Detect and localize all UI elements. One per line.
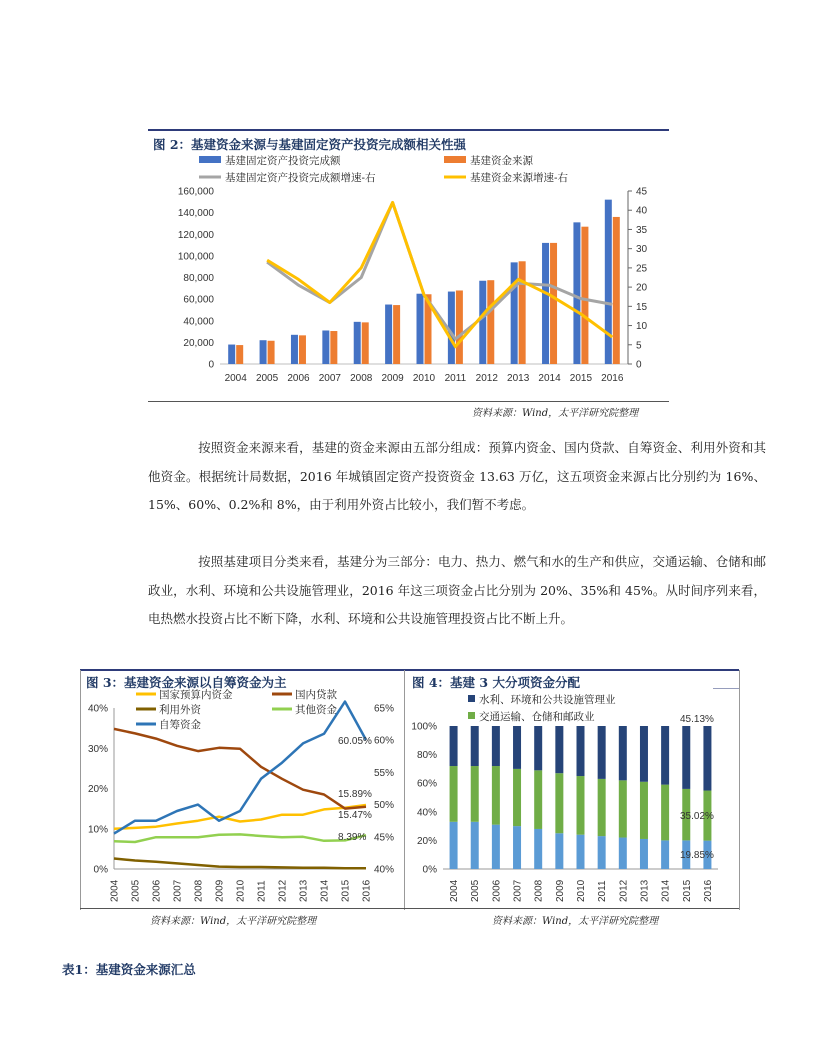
fig4-bar-segment: [640, 782, 648, 839]
fig4-x-tick: 2005: [470, 879, 482, 902]
fig3-x-tick: 2009: [214, 879, 226, 902]
fig3-x-tick: 2016: [361, 879, 373, 902]
fig3-line: [114, 702, 366, 834]
fig4-x-tick: 2004: [449, 879, 461, 902]
fig3-left-tick: 40%: [87, 703, 108, 715]
fig2-right-tick: 25: [636, 263, 648, 275]
fig4-bar-segment: [513, 726, 521, 769]
fig2-line: [267, 203, 612, 347]
fig3-x-tick: 2012: [277, 879, 289, 902]
fig2-left-tick: 40,000: [183, 316, 214, 328]
fig2-bar: [393, 305, 400, 364]
fig4-chart: [405, 688, 740, 908]
fig2-bar: [573, 222, 580, 364]
fig4-bar-segment: [513, 826, 521, 869]
fig2-x-tick: 2015: [569, 373, 593, 384]
fig3-legend-foreign: 利用外资: [159, 704, 201, 716]
fig4-bar-segment: [492, 825, 500, 869]
fig2-right-tick: 5: [636, 340, 642, 352]
fig2-title: 图 2：基建资金来源与基建固定资产投资完成额相关性强: [153, 137, 467, 152]
fig4-source: 资料来源：Wind，太平洋研究院整理: [492, 916, 659, 927]
fig3-line: [114, 805, 366, 829]
fig2-left-tick: 60,000: [183, 294, 214, 306]
fig3-label-other: 8.39%: [338, 832, 367, 843]
fig3-source: 资料来源：Wind，太平洋研究院整理: [150, 916, 317, 927]
fig2-right-tick: 30: [636, 244, 648, 256]
fig2-bar: [613, 217, 620, 364]
fig4-bar-segment: [703, 726, 711, 791]
fig3-x-tick: 2006: [151, 879, 163, 902]
body-paragraph-2-text: 按照基建项目分类来看，基建分为三部分：电力、热力、燃气和水的生产和供应，交通运输、仓储和邮政业，水利、环境和公共设施管理业，2016 年这三项资金占比分别为 20%、35%和 45%。从时间序列来看，电热燃水投资占比不断下降，水利、环境和公共设施管理投资占比不断上升。: [148, 554, 766, 626]
fig2-legend-bar2: 基建资金来源: [470, 155, 533, 167]
fig4-bar-segment: [661, 840, 669, 869]
fig4-bar-segment: [577, 726, 585, 776]
fig4-bar-segment: [534, 770, 542, 829]
fig4-plot-area: [411, 722, 718, 903]
fig2-plot-area: [178, 187, 648, 385]
fig2-right-tick: 0: [636, 359, 642, 371]
fig3-label-loans: 15.47%: [338, 810, 372, 821]
fig2-bar: [417, 294, 424, 364]
fig3-left-tick: 30%: [87, 743, 108, 755]
fig3-chart: [80, 688, 410, 908]
fig2-left-tick: 160,000: [177, 186, 214, 198]
fig2-left-tick: 140,000: [177, 208, 214, 220]
fig2-left-tick: 100,000: [177, 251, 214, 263]
fig4-x-tick: 2007: [512, 879, 524, 902]
fig2-bar: [487, 280, 494, 364]
fig2-bar: [291, 335, 298, 364]
fig4-bar-segment: [492, 766, 500, 825]
fig4-y-tick: 0%: [422, 864, 437, 876]
fig2-bar: [542, 243, 549, 364]
fig3-line: [114, 834, 366, 842]
fig4-bar-segment: [513, 769, 521, 826]
fig2-bar: [456, 290, 463, 364]
fig4-label-transport: 35.02%: [680, 811, 714, 822]
fig2-x-tick: 2016: [601, 373, 624, 384]
fig3-x-tick: 2015: [340, 879, 352, 902]
body-paragraph-1: [148, 434, 766, 520]
fig2-bottom-rule: [148, 401, 669, 402]
fig4-title: 图 4：基建 3 大分项资金分配: [412, 675, 580, 690]
fig2-legend-bar1: 基建固定资产投资完成额: [225, 155, 341, 167]
fig2-bar: [228, 345, 235, 364]
fig2-bar: [479, 281, 486, 364]
fig4-bar-segment: [619, 726, 627, 780]
fig4-bar-segment: [492, 726, 500, 766]
fig2-bar: [236, 345, 243, 364]
fig3-label-self: 60.05%: [338, 736, 372, 747]
fig4-y-tick: 80%: [416, 750, 437, 762]
fig2-right-tick: 15: [636, 301, 648, 313]
fig3-x-tick: 2007: [172, 879, 184, 902]
fig4-label-power: 19.85%: [680, 850, 714, 861]
fig4-y-tick: 60%: [416, 778, 437, 790]
fig3-legend-self: 自筹资金: [159, 719, 201, 731]
fig2-legend-line1: 基建固定资产投资完成额增速-右: [225, 172, 376, 184]
fig4-y-tick: 20%: [416, 835, 437, 847]
fig4-x-tick: 2014: [660, 879, 672, 902]
fig3-x-tick: 2014: [319, 879, 331, 902]
fig3-line: [114, 859, 366, 869]
fig2-left-tick: 20,000: [183, 337, 214, 349]
fig2-bar: [268, 341, 275, 364]
fig3-label-budget: 15.89%: [338, 789, 372, 800]
fig2-bar: [322, 330, 329, 364]
fig2-legend-bar2-swatch: [444, 156, 466, 163]
fig3-left-tick: 20%: [87, 784, 108, 795]
fig2-right-tick: 20: [636, 282, 648, 294]
fig2-right-tick: 35: [636, 224, 648, 236]
fig4-y-tick: 40%: [416, 807, 437, 819]
fig3-x-tick: 2010: [235, 879, 247, 902]
fig2-source: 资料来源：Wind，太平洋研究院整理: [472, 408, 639, 419]
fig4-legend-water-swatch: [468, 695, 475, 702]
fig3-left-tick: 10%: [87, 824, 108, 836]
fig2-bar: [581, 227, 588, 364]
fig2-bar: [260, 340, 267, 364]
fig4-bar-segment: [577, 776, 585, 835]
fig4-bar-segment: [619, 780, 627, 837]
fig2-bar: [511, 262, 518, 364]
fig4-bar-segment: [682, 726, 690, 789]
fig2-x-tick: 2009: [381, 373, 404, 384]
fig4-x-tick: 2013: [639, 879, 651, 902]
fig4-x-tick: 2016: [702, 879, 714, 902]
fig2-x-tick: 2006: [287, 373, 310, 384]
fig3-line: [114, 729, 366, 809]
fig3-x-tick: 2013: [298, 879, 310, 902]
fig4-bar-segment: [619, 838, 627, 869]
fig4-bar-segment: [598, 836, 606, 869]
fig4-bar-segment: [640, 839, 648, 869]
fig4-legend-transport-swatch: [468, 712, 475, 719]
fig4-y-tick: 100%: [411, 721, 437, 733]
fig2-bar: [550, 243, 557, 364]
fig3-right-tick: 65%: [374, 703, 395, 715]
fig2-left-tick: 0: [208, 359, 214, 371]
fig2-right-tick: 45: [636, 186, 648, 198]
body-paragraph-1-text: 按照资金来源来看，基建的资金来源由五部分组成：预算内资金、国内贷款、自筹资金、利用外资和其他资金。根据统计局数据，2016 年城镇固定资产投资资金 13.63 万亿，这五项资金来源占比分别约为 16%、15%、60%、0.2%和 8%，由于利用外资占比较小，我们暂不考虑。: [148, 440, 766, 512]
fig2-bar: [299, 335, 306, 364]
fig2-top-rule: [148, 129, 669, 131]
fig3-right-tick: 50%: [374, 800, 395, 812]
fig4-bar-segment: [450, 726, 458, 766]
body-paragraph-2: [148, 548, 766, 634]
fig4-x-tick: 2010: [576, 879, 587, 902]
fig2-bar: [330, 331, 337, 364]
fig4-bar-segment: [471, 726, 479, 766]
fig2-right-tick: 40: [636, 205, 648, 217]
fig4-bar-segment: [661, 726, 669, 785]
fig4-x-tick: 2006: [491, 879, 503, 902]
fig4-bar-segment: [661, 785, 669, 841]
fig4-bar-segment: [577, 835, 585, 869]
fig4-bar-segment: [555, 726, 563, 773]
fig4-x-tick: 2012: [618, 879, 630, 902]
fig2-bar: [354, 322, 361, 364]
fig4-bar-segment: [534, 726, 542, 770]
fig2-x-tick: 2011: [444, 373, 467, 384]
fig4-x-tick: 2015: [681, 879, 693, 902]
fig2-left-tick: 80,000: [183, 273, 214, 284]
fig4-x-tick: 2009: [554, 879, 566, 902]
fig3-right-tick: 60%: [374, 735, 395, 747]
fig3-right-tick: 40%: [374, 864, 395, 876]
fig3-right-tick: 45%: [374, 832, 395, 844]
fig34-top-rule: [80, 669, 739, 671]
fig4-bar-segment: [534, 829, 542, 869]
fig4-bar-segment: [450, 822, 458, 869]
fig3-legend-budget: 国家预算内资金: [159, 689, 233, 701]
fig2-bar: [362, 322, 369, 364]
fig2-bar: [605, 200, 612, 364]
fig4-bar-segment: [555, 833, 563, 869]
fig4-bar-segment: [471, 822, 479, 869]
fig3-left-tick: 0%: [93, 864, 108, 876]
fig2-x-tick: 2005: [255, 373, 279, 384]
fig2-x-tick: 2012: [475, 373, 498, 384]
fig2-x-tick: 2007: [318, 373, 341, 384]
fig3-right-tick: 55%: [374, 767, 395, 779]
fig4-bar-segment: [471, 766, 479, 822]
fig2-x-tick: 2013: [507, 373, 530, 384]
fig2-bar: [385, 305, 392, 364]
fig2-x-tick: 2014: [538, 373, 561, 384]
fig2-bar: [519, 261, 526, 364]
fig3-x-tick: 2005: [130, 879, 142, 902]
fig2-left-tick: 120,000: [177, 229, 214, 241]
fig3-title: 图 3：基建资金来源以自筹资金为主: [86, 675, 287, 690]
fig4-legend-water: 水利、环境和公共设施管理业: [479, 694, 616, 706]
fig2-legend-line2: 基建资金来源增速-右: [470, 172, 568, 184]
fig2-right-tick: 10: [636, 321, 648, 333]
fig3-legend-loans: 国内贷款: [295, 689, 337, 701]
fig2-x-tick: 2004: [224, 373, 247, 384]
fig2-x-tick: 2010: [412, 373, 436, 384]
fig3-x-tick: 2008: [193, 879, 205, 902]
fig4-label-water: 45.13%: [680, 714, 714, 725]
table1-title: 表1：基建资金来源汇总: [62, 962, 196, 977]
fig2-legend-bar1-swatch: [199, 156, 221, 163]
fig4-x-tick: 2008: [533, 879, 545, 902]
fig4-bar-segment: [598, 726, 606, 779]
fig2-x-tick: 2008: [350, 373, 373, 384]
fig4-x-tick: 2011: [597, 880, 609, 902]
fig3-x-tick: 2011: [256, 880, 268, 902]
fig4-legend-transport: 交通运输、仓储和邮政业: [479, 711, 595, 723]
fig4-bar-segment: [450, 766, 458, 822]
fig34-bottom-rule: [80, 908, 739, 909]
fig3-legend-other: 其他资金: [295, 704, 337, 716]
fig4-bar-segment: [598, 779, 606, 836]
fig3-plot-area: [88, 702, 394, 902]
fig3-x-tick: 2004: [109, 879, 121, 902]
fig4-bar-segment: [555, 773, 563, 833]
fig4-bar-segment: [640, 726, 648, 782]
